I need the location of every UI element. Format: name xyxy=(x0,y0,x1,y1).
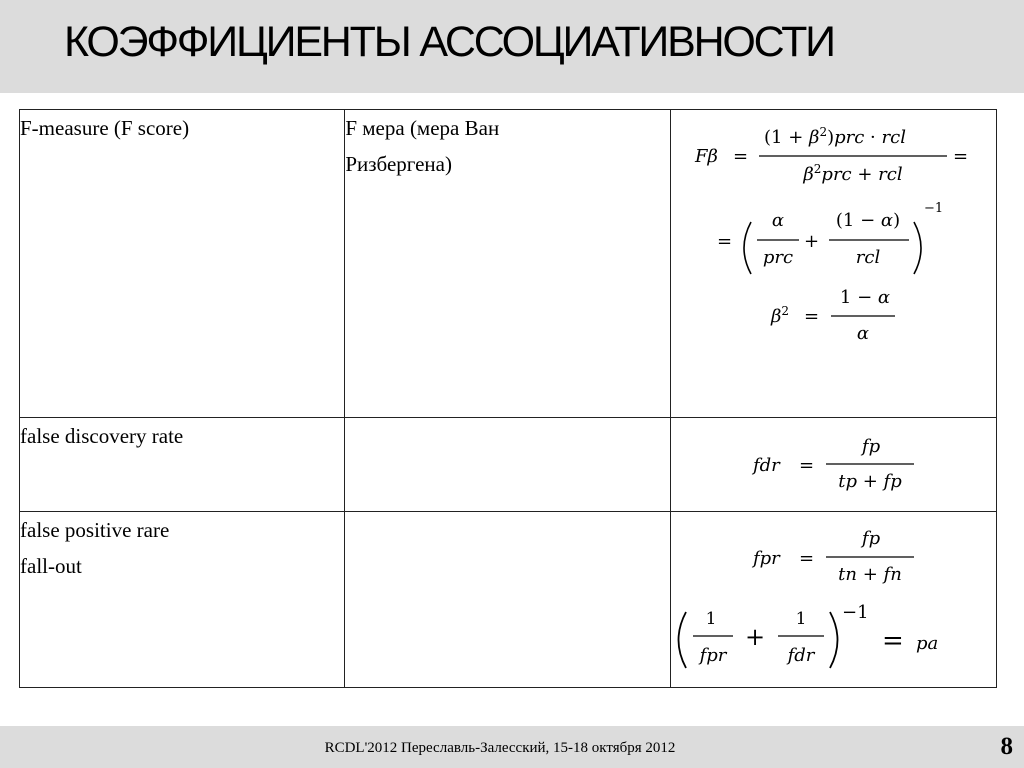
table-cell-formula xyxy=(670,512,996,688)
svg-text:fdr: fdr xyxy=(787,645,815,666)
svg-text:+: + xyxy=(744,623,765,651)
svg-text:fp: fp xyxy=(861,436,880,457)
svg-text:α: α xyxy=(771,210,784,231)
footer-caption: RCDL'2012 Переславль-Залесский, 15-18 октября 2012 xyxy=(324,740,676,756)
svg-text:fdr: fdr xyxy=(752,455,780,476)
table-row-fdr xyxy=(20,418,997,512)
table-cell-term xyxy=(20,418,345,512)
svg-text:rcl: rcl xyxy=(855,247,880,268)
svg-text:=: = xyxy=(952,146,968,167)
term-label: false discovery rate xyxy=(20,424,184,448)
term-label: F-measure (F score) xyxy=(20,116,190,140)
formula-fpr xyxy=(751,528,914,585)
term-label: false positive rare xyxy=(20,518,170,542)
page-number: 8 xyxy=(1000,733,1013,760)
svg-text:1: 1 xyxy=(705,609,717,629)
table-cell-formula xyxy=(670,418,996,512)
svg-text:(1 + β2)prc · rcl: $(1 + \beta^2)prc$ · rcl xyxy=(763,125,906,148)
fdr-formula xyxy=(671,418,997,512)
formula-beta-squared xyxy=(770,287,895,344)
svg-text:tn + fn: tn + fn xyxy=(837,564,902,585)
slide-title: КОЭФФИЦИЕНТЫ АССОЦИАТИВНОСТИ xyxy=(64,18,834,66)
table-cell-russian-name xyxy=(345,110,670,418)
term-label: fall-out xyxy=(20,554,82,578)
svg-text:pa: pa xyxy=(915,633,938,654)
svg-text:β2prc + rcl: $\beta^2prc$ + rcl xyxy=(803,162,903,185)
svg-text:=: = xyxy=(798,548,814,569)
svg-text:+: + xyxy=(803,231,819,252)
table-cell-term xyxy=(20,512,345,688)
svg-text:=: = xyxy=(716,231,732,252)
svg-text:−1: −1 xyxy=(923,201,943,216)
table-cell-russian-name xyxy=(345,418,670,512)
svg-text:β2: $\beta^2$ xyxy=(770,304,789,327)
svg-text:prc: prc xyxy=(762,247,793,268)
svg-text:=: = xyxy=(881,626,904,656)
svg-text:=: = xyxy=(803,306,819,327)
svg-text:−1: −1 xyxy=(841,602,869,623)
table-row-fpr xyxy=(20,512,997,688)
svg-text:tp + fp: tp + fp xyxy=(837,471,902,492)
svg-text:fpr: fpr xyxy=(752,548,780,569)
table-row-f-measure xyxy=(20,110,997,418)
formula-pa xyxy=(678,602,938,668)
table-cell-term xyxy=(20,110,345,418)
svg-text:1: 1 xyxy=(795,609,807,629)
table-cell-russian-name xyxy=(345,512,670,688)
formula-alpha-form xyxy=(717,201,943,274)
svg-text:=: = xyxy=(798,455,814,476)
f-measure-formula xyxy=(671,110,997,418)
svg-text:1 − α: 1 − α xyxy=(839,287,890,308)
title-bar xyxy=(0,0,1024,93)
formula-f-beta xyxy=(694,125,968,185)
fpr-formula xyxy=(671,512,997,688)
svg-text:Fβ: Fβ xyxy=(694,146,718,167)
russian-name-line: F мера (мера Ван xyxy=(345,116,500,140)
table-cell-formula xyxy=(670,110,996,418)
svg-text:(1 − α): (1 − α) xyxy=(835,210,900,231)
svg-text:fp: fp xyxy=(861,528,880,549)
svg-text:=: = xyxy=(732,146,748,167)
coefficients-table xyxy=(19,109,997,688)
svg-text:fpr: fpr xyxy=(699,645,727,666)
russian-name-line: Ризбергена) xyxy=(345,152,452,176)
svg-text:α: α xyxy=(856,323,869,344)
